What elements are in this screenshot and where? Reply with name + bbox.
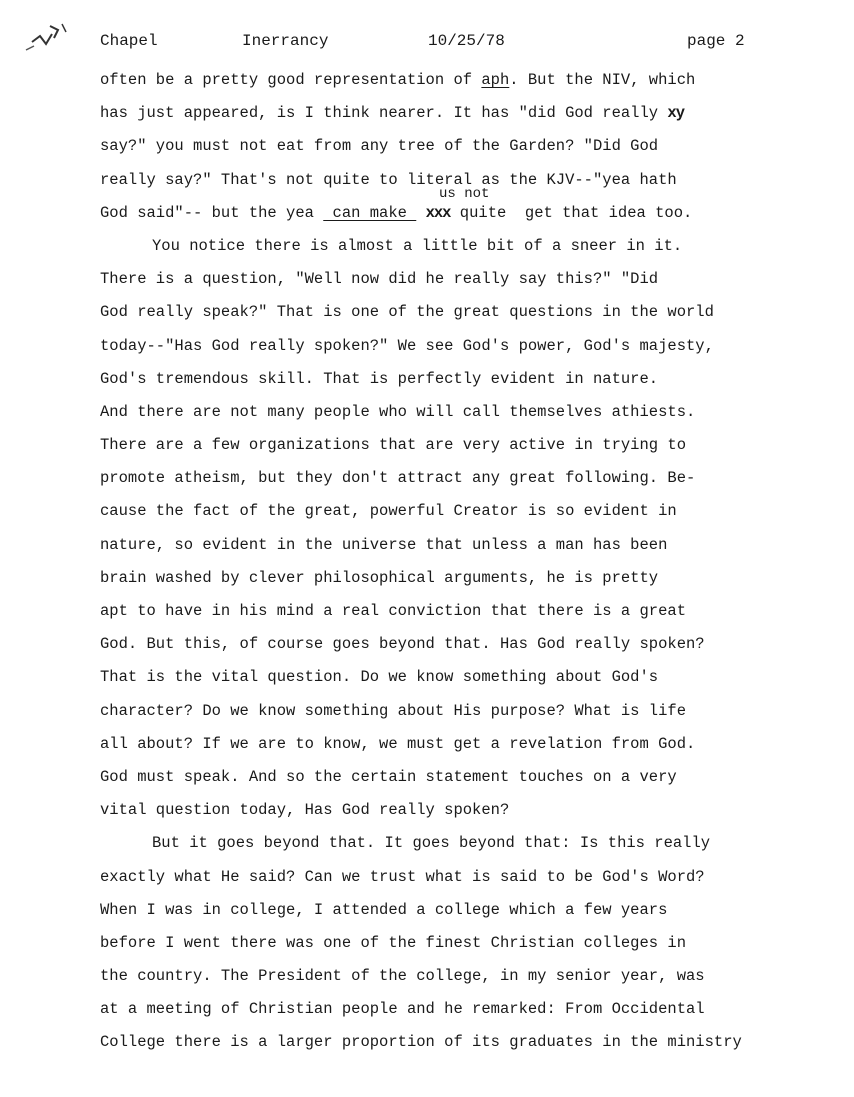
text-line: apt to have in his mind a real conviction that there is a great	[100, 602, 686, 620]
text-line: at a meeting of Christian people and he remarked: From Occidental	[100, 1000, 705, 1019]
header-page-number: page 2	[687, 32, 745, 50]
paragraph-start: But it goes beyond that. It goes beyond that: Is this really	[152, 834, 711, 853]
paragraph-start: You notice there is almost a little bit of a sneer in it.	[152, 236, 683, 255]
text-line: us not God said"-- but the yea can make xxx quite get that idea too.	[100, 185, 693, 222]
text-line: character? Do we know something about His purpose? What is life	[100, 701, 686, 720]
text-line: That is the vital question. Do we know something about God's	[100, 668, 659, 687]
text-line: the country. The President of the college, in my senior year, was	[100, 967, 705, 986]
text-line: vital question today, Has God really spoken?	[100, 801, 510, 820]
text-line: God. But this, of course goes beyond that. Has God really spoken?	[100, 635, 705, 654]
text-line: cause the fact of the great, powerful Creator is so evident in	[100, 502, 677, 521]
text-line: College there is a larger proportion of its graduates in the ministry	[100, 1033, 742, 1052]
text-line: say?" you must not eat from any tree of the Garden? "Did God	[100, 137, 659, 156]
text-line: before I went there was one of the finest Christian colleges in	[100, 933, 686, 952]
text-line: nature, so evident in the universe that unless a man has been	[100, 535, 668, 554]
text-line: today--"Has God really spoken?" We see God's power, God's majesty,	[100, 336, 714, 355]
text-line: There are a few organizations that are very active in trying to	[100, 436, 686, 455]
text-line: God's tremendous skill. That is perfectly evident in nature.	[100, 369, 659, 388]
text-line: And there are not many people who will call themselves athiests.	[100, 402, 696, 421]
text-line: often be a pretty good representation of aph. But the NIV, which	[100, 71, 696, 89]
text-line: has just appeared, is I think nearer. It has "did God really xy	[100, 104, 685, 123]
page-header	[100, 32, 760, 56]
text-line: God must speak. And so the certain statement touches on a very	[100, 767, 677, 786]
underlined-phrase: can make	[323, 203, 417, 222]
inserted-text: us not	[439, 185, 490, 202]
struck-out-text: xy	[667, 104, 685, 123]
handwritten-mark	[22, 16, 82, 56]
text-line: really say?" That's not quite to literal as the KJV--"yea hath	[100, 170, 677, 189]
struck-out-text: xxx	[425, 203, 451, 222]
header-date: 10/25/78	[428, 32, 505, 50]
header-chapel: Chapel	[100, 32, 158, 50]
text-line: promote atheism, but they don't attract any great following. Be-	[100, 469, 696, 488]
text-line: When I was in college, I attended a college which a few years	[100, 900, 668, 919]
header-topic: Inerrancy	[242, 32, 329, 50]
text-line: exactly what He said? Can we trust what is said to be God's Word?	[100, 867, 705, 886]
text-line: all about? If we are to know, we must get a revelation from God.	[100, 734, 696, 753]
body-text	[100, 64, 800, 1060]
text-line: There is a question, "Well now did he really say this?" "Did	[100, 270, 659, 289]
text-line: brain washed by clever philosophical arguments, he is pretty	[100, 568, 659, 587]
underlined-word: aph	[481, 71, 510, 89]
text-line: God really speak?" That is one of the great questions in the world	[100, 303, 714, 322]
